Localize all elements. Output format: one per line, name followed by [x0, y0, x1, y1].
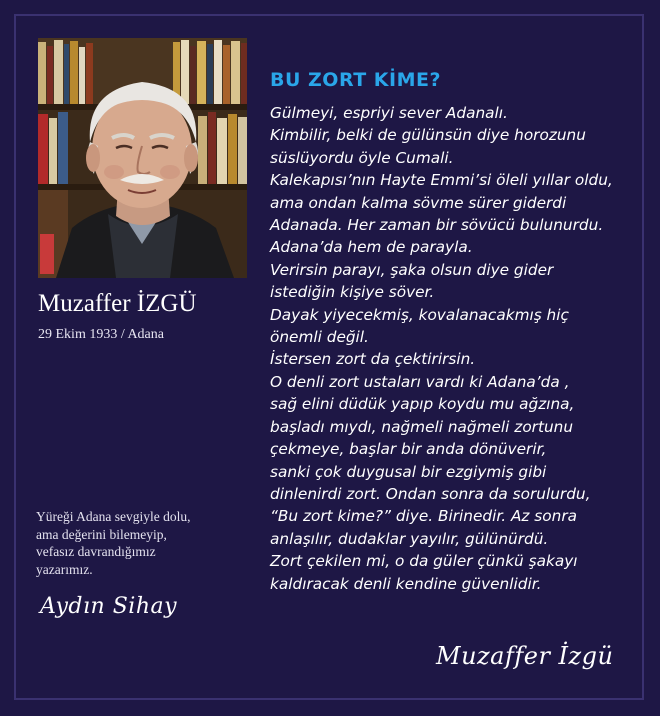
poem-line: Adana’da hem de parayla.: [270, 238, 473, 257]
author-signature: Muzaffer İzgü: [436, 642, 614, 670]
poem-line: süslüyordu öyle Cumali.: [270, 148, 454, 167]
poem-line: sanki çok duygusal bir ezgiymiş gibi: [270, 462, 547, 481]
poem-line: başladı mıydı, nağmeli nağmeli zortunu: [270, 417, 574, 436]
poem-line: ama ondan kalma sövme sürer giderdi: [270, 193, 567, 212]
tribute-signature: Aydın Sihay: [40, 594, 178, 619]
poem-line: Gülmeyi, espriyi sever Adanalı.: [270, 104, 508, 122]
poem-line: “Bu zort kime?” diye. Birinedir. Az sonra: [270, 507, 577, 526]
poem-line: Kalekapısı’nın Hayte Emmi’si öleli yıllar oldu,: [270, 171, 613, 190]
poem-line: anlaşılır, dudaklar yayılır, gülünürdü.: [270, 529, 549, 548]
poem-line: Zort çekilen mi, o da güler çünkü şakayı: [270, 552, 578, 571]
tribute-text: [36, 508, 256, 578]
tribute-line: Yüreği Adana sevgiyle dolu,: [36, 509, 191, 524]
poem-line: dinlenirdi zort. Ondan sonra da sorulurdu,: [270, 484, 591, 503]
tribute-line: yazarımız.: [36, 561, 93, 577]
poem-body: [270, 102, 650, 595]
poem-title: BU ZORT KİME?: [270, 69, 442, 91]
poem-line: Kimbilir, belki de gülünsün diye horozunu: [270, 126, 586, 145]
poem-line: çekmeye, başlar bir anda dönüverir,: [270, 440, 547, 459]
poem-line: İstersen zort da çektirirsin.: [270, 350, 476, 369]
tribute-line: ama değerini bilemeyip,: [36, 526, 167, 542]
poem-line: Adanada. Her zaman bir sövücü bulunurdu.: [270, 216, 604, 235]
author-name: Muzaffer İZGÜ: [38, 290, 197, 317]
poem-line: önemli değil.: [270, 328, 369, 347]
tribute-line: vefasız davrandığımız: [36, 544, 156, 559]
poem-line: O denli zort ustaları vardı ki Adana’da ,: [270, 372, 570, 391]
poem-line: istediğin kişiye söver.: [270, 283, 435, 302]
author-birth-date-place: 29 Ekim 1933 / Adana: [38, 327, 164, 342]
poem-line: Dayak yiyecekmiş, kovalanacakmış hiç: [270, 305, 569, 324]
poem-line: kaldıracak denli kendine güvenlidir.: [270, 574, 542, 593]
author-portrait: [38, 38, 247, 278]
poem-line: sağ elini düdük yapıp koydu mu ağzına,: [270, 395, 575, 414]
poem-line: Verirsin parayı, şaka olsun diye gider: [270, 260, 554, 279]
